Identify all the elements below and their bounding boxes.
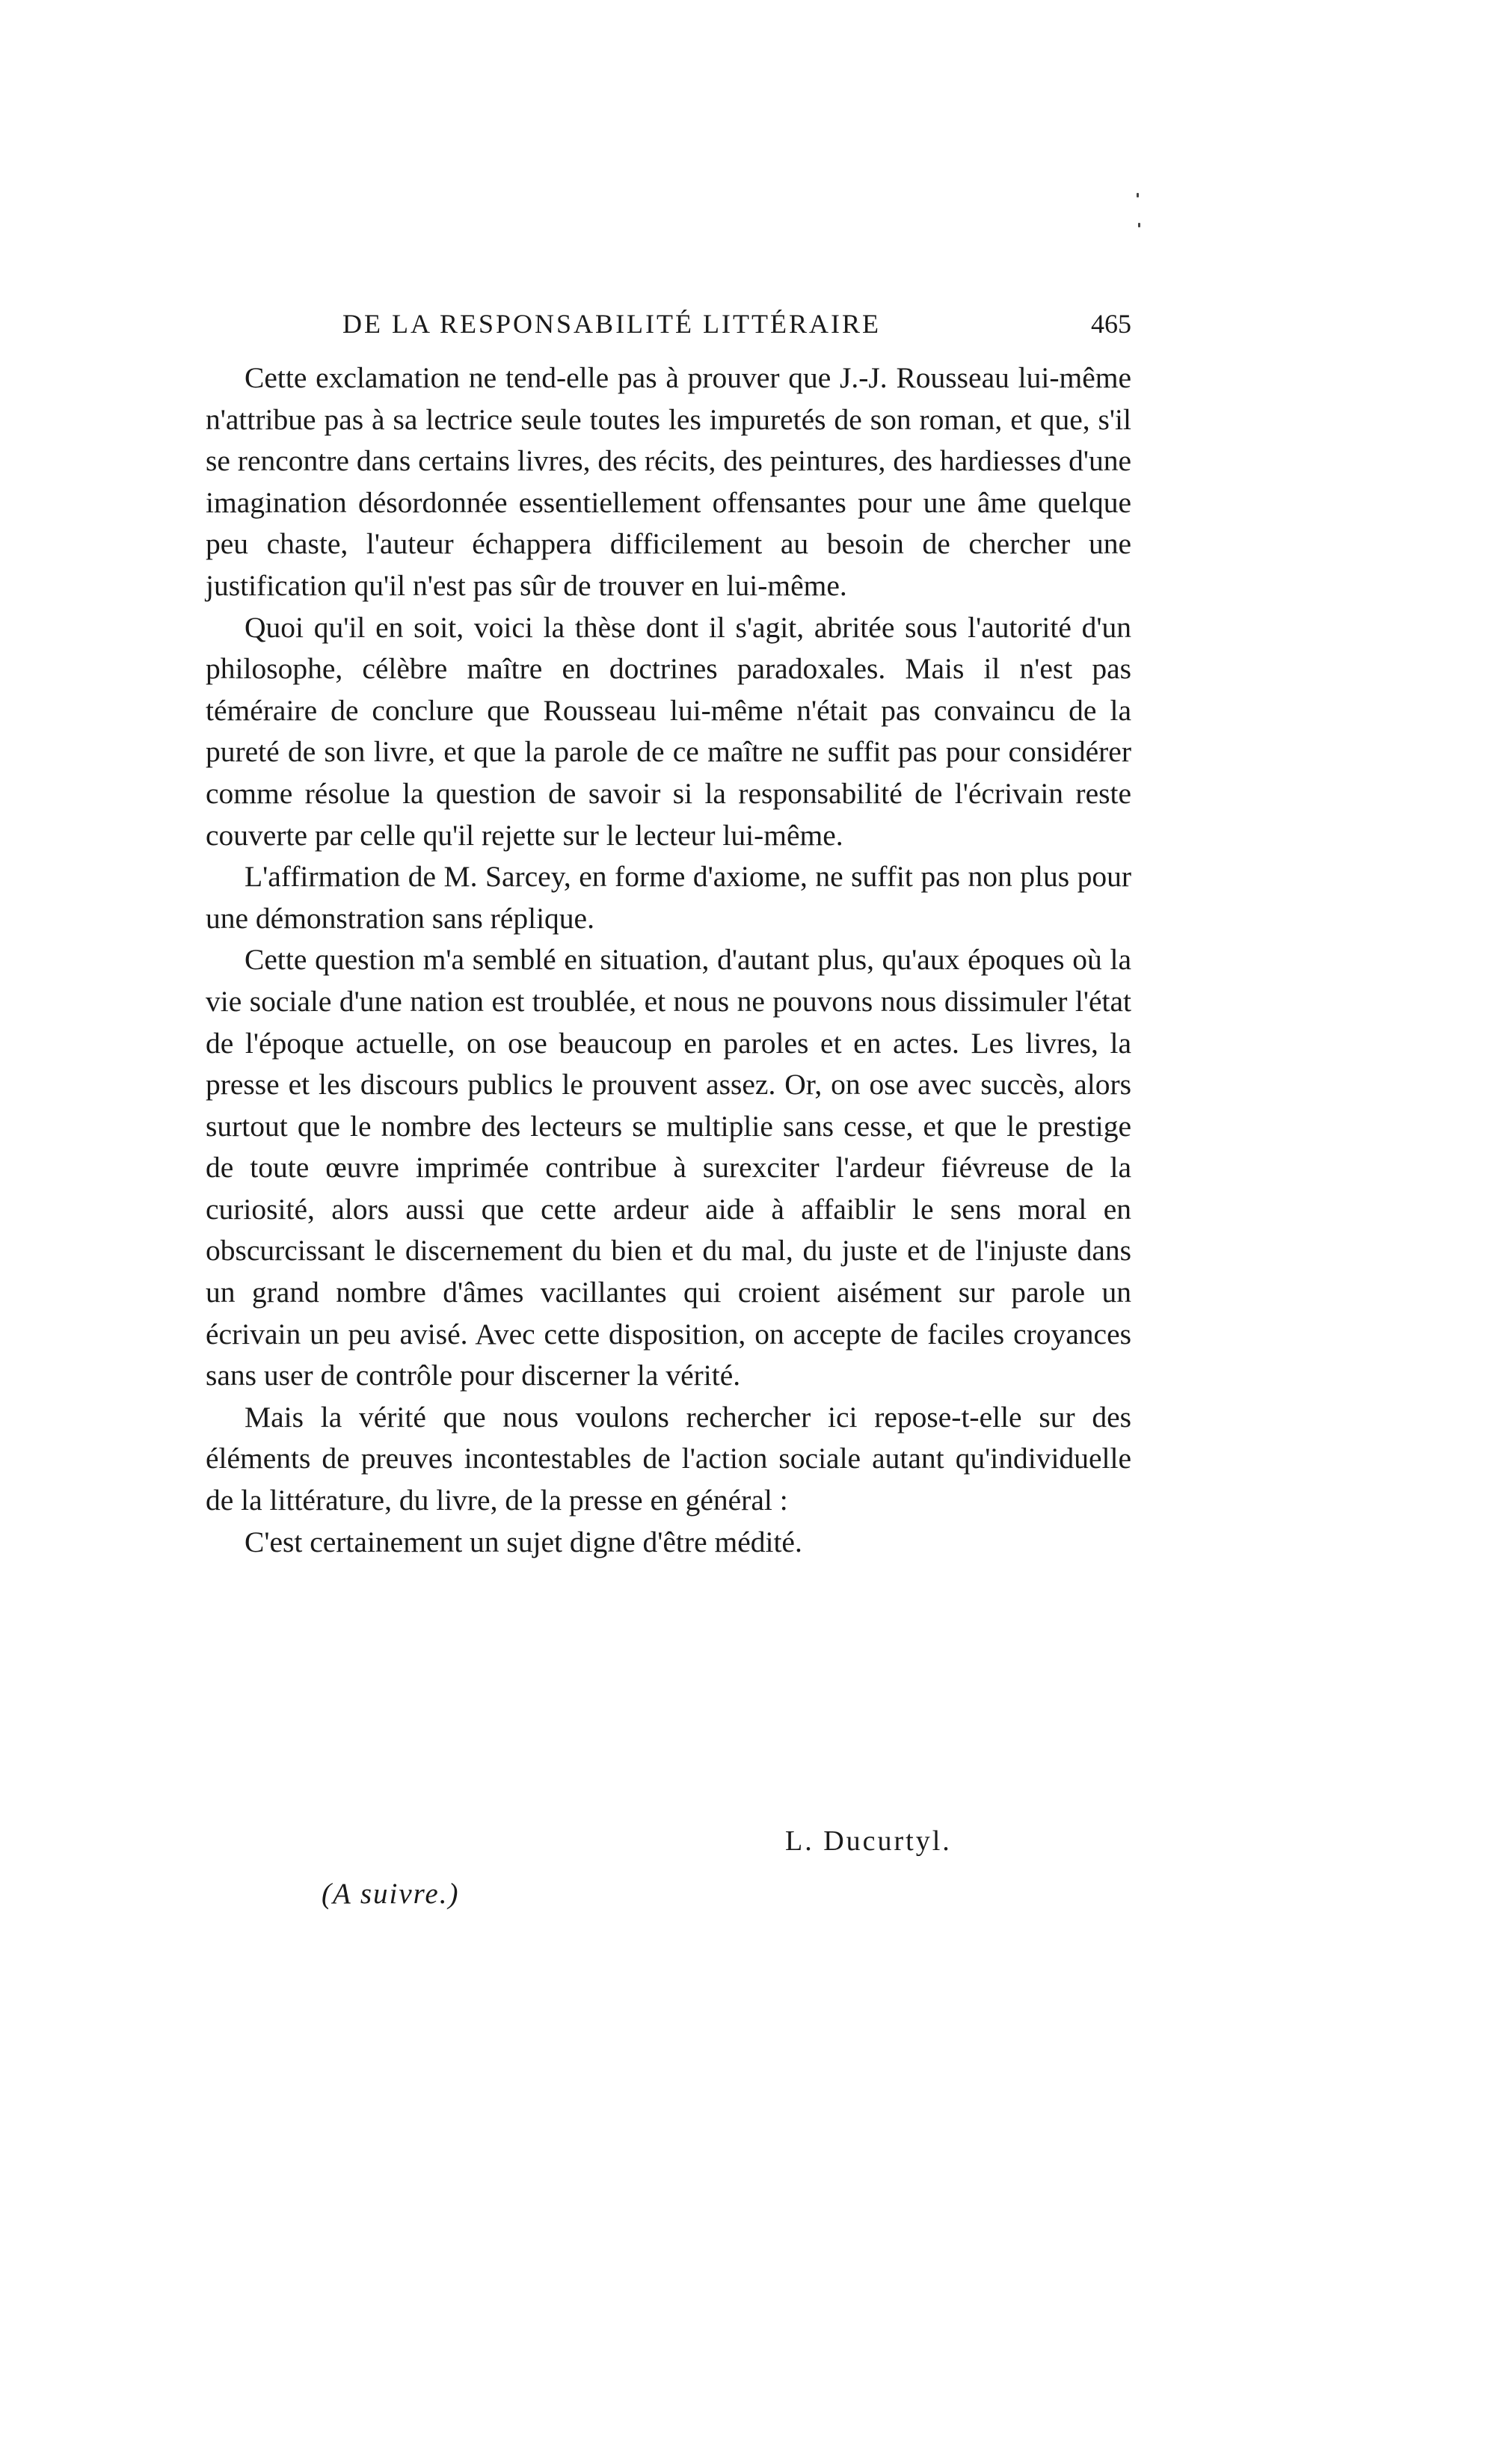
paragraph: C'est certainement un sujet digne d'être médité.: [245, 1525, 802, 1558]
body-text: [206, 357, 1131, 1563]
page-header: [342, 308, 1131, 345]
paragraph: Cette question m'a semblé en situation, d'autant plus, qu'aux époques où la vie sociale d'une nation est troublée, et nous ne pouvons nous dissimuler l'état de l'époque actuelle, on ose beaucoup en paroles et en actes. Les livres, la presse et les discours publics le prouvent assez. Or, on ose avec succès, alors surtout que le nombre des lecteurs se multiplie sans cesse, et que le prestige de toute œuvre imprimée contribue à surexciter l'ardeur fiévreuse de la curiosité, alors aussi que cette ardeur aide à affaiblir le sens moral en obscurcissant le discernement du bien et du mal, du juste et de l'injuste dans un grand nombre d'âmes vacillantes qui croient aisément sur parole un écrivain un peu avisé. Avec cette disposition, on accepte de faciles croyances sans user de contrôle pour discerner la vérité.: [206, 943, 1131, 1392]
paragraph: Cette exclamation ne tend-elle pas à prouver que J.-J. Rousseau lui-même n'attribue pas à sa lectrice seule toutes les impuretés de son roman, et que, s'il se rencontre dans certains livres, des récits, des peintures, des hardiesses d'une imagination désordonnée essentiellement offensantes pour une âme quelque peu chaste, l'auteur échappera difficilement au besoin de chercher une justification qu'il n'est pas sûr de trouver en lui-même.: [206, 361, 1131, 602]
running-head: DE LA RESPONSABILITÉ LITTÉRAIRE: [342, 309, 881, 339]
ink-specks: [1137, 193, 1140, 230]
paragraph: Mais la vérité que nous voulons rechercher ici repose-t-elle sur des éléments de preuves incontestables de l'action sociale autant qu'individuelle de la littérature, du livre, de la presse en général :: [206, 1400, 1131, 1517]
ink-speck: [1138, 223, 1140, 227]
to-be-continued-note: (A suivre.): [322, 1878, 460, 1910]
page-number: 465: [1091, 309, 1131, 339]
author-signature: L. Ducurtyl.: [785, 1825, 952, 1857]
paragraph: Quoi qu'il en soit, voici la thèse dont il s'agit, abritée sous l'autorité d'un philosophe, célèbre maître en doctrines paradoxales. Mais il n'est pas téméraire de conclure que Rousseau lui-même n'était pas convaincu de la pureté de son livre, et que la parole de ce maître ne suffit pas pour considérer comme résolue la question de savoir si la responsabilité de l'écrivain reste couverte par celle qu'il rejette sur le lecteur lui-même.: [206, 610, 1131, 852]
ink-speck: [1137, 193, 1139, 197]
paragraph: L'affirmation de M. Sarcey, en forme d'axiome, ne suffit pas non plus pour une démonstration sans réplique.: [206, 860, 1131, 935]
